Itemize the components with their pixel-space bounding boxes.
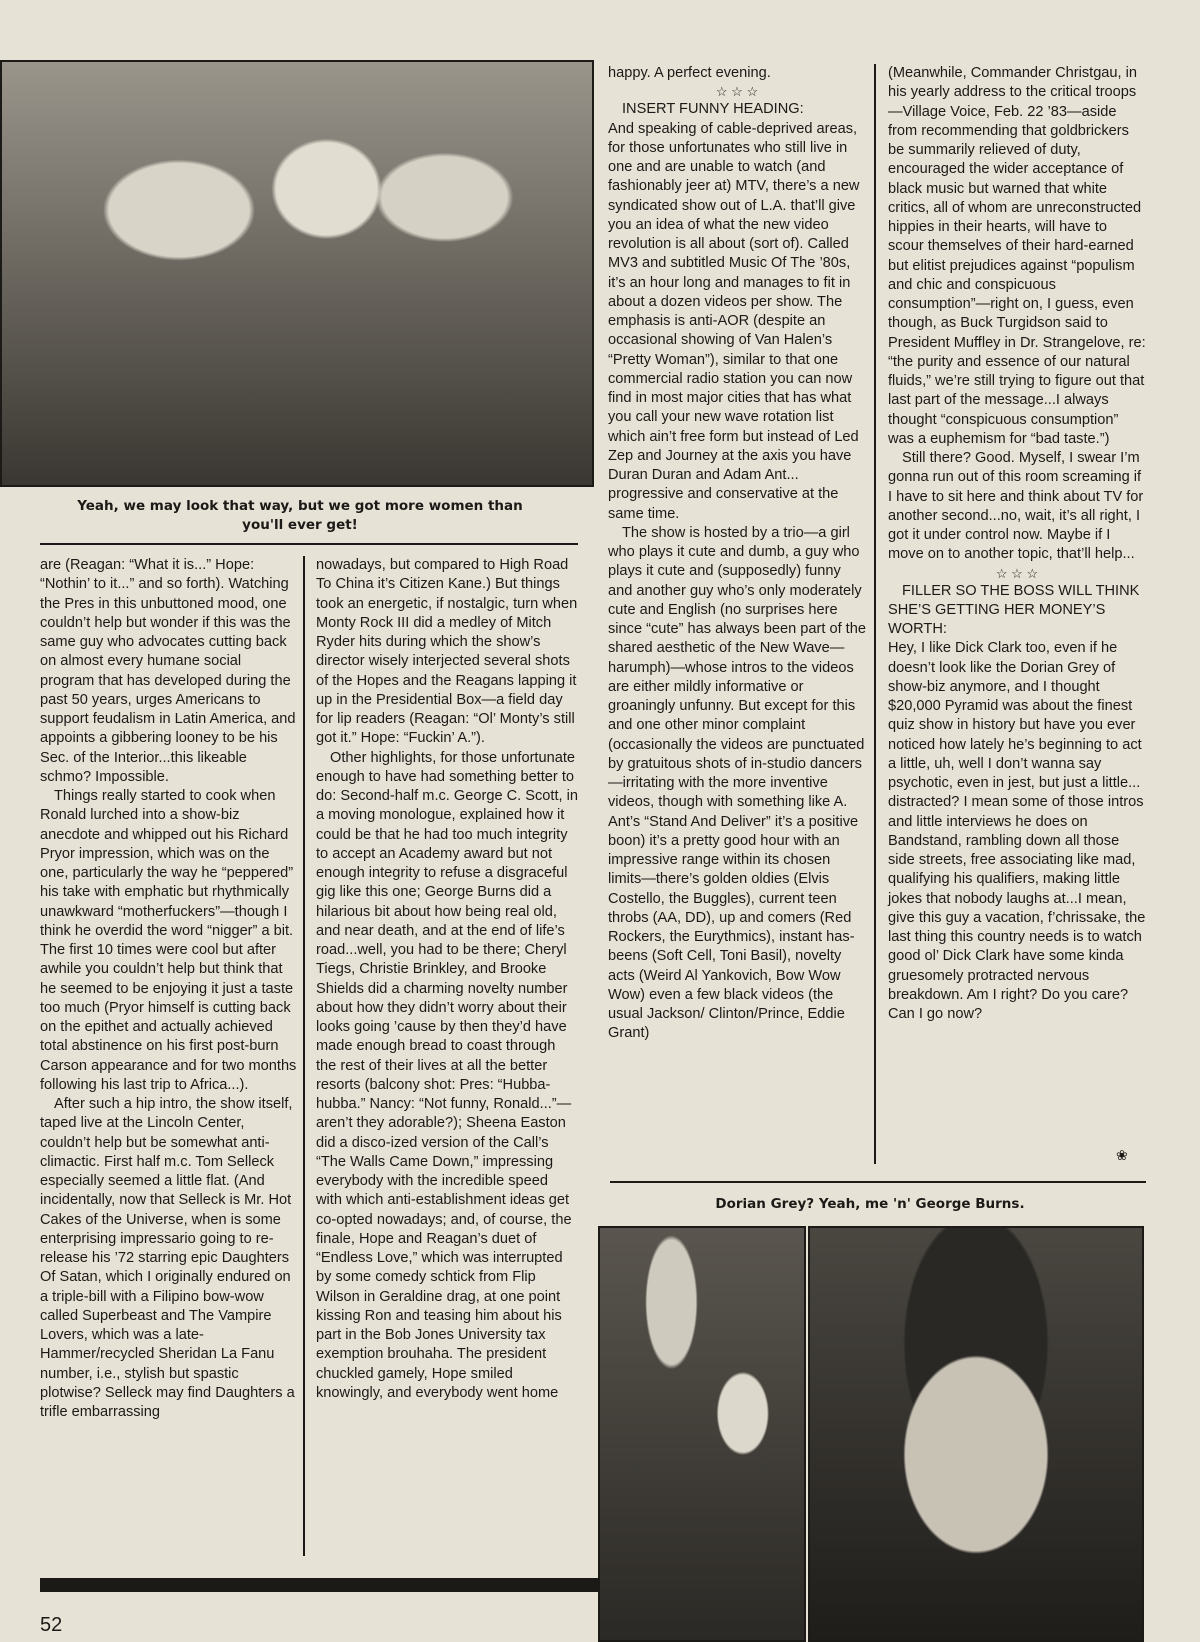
- caption-divider-bottom: [610, 1181, 1146, 1183]
- paragraph: are (Reagan: “What it is...” Hope: “Nothin’ to it...” and so forth). Watching the Pres in this unbuttoned mood, one couldn’t help but wonder if this was the same guy who advocates cutting back on almost every humane social program that has developed during the past 50 years, urges Americans to support feudalism in Latin America, and appoints a gibbering looney to be his Sec. of the Interior...this likeable schmo? Impossible.: [40, 557, 296, 785]
- paragraph: And speaking of cable-deprived areas, for those unfortunates who still live in one and are unable to watch (and fashionably jeer at) MTV, there’s a new syndicated show out of L.A. that’ll give you an idea of what the new video revolution is all about (sort of). Called MV3 and subtitled Music Of The ’80s, it’s an hour long and manages to fit in about a dozen videos per show. The emphasis is anti-AOR (despite an occasional showing of Van Halen’s “Pretty Woman”), similar to that one commercial radio station you can now find in most major cities that has what you call your new wave rotation list which ain’t free form but instead of Led Zep and Journey at the axis you have Duran Duran and Adam Ant... progressive and conservative at the same time.: [608, 120, 860, 522]
- section-stars: ☆ ☆ ☆: [715, 84, 759, 100]
- page-bottom-bar: [40, 1578, 598, 1592]
- top-caption-line2: you'll ever get!: [242, 517, 358, 533]
- section-heading: FILLER SO THE BOSS WILL THINK SHE’S GETTING HER MONEY’S WORTH:: [888, 582, 1140, 637]
- portrait-photo: [808, 1226, 1144, 1642]
- top-caption-line1: Yeah, we may look that way, but we got more women than: [77, 498, 523, 514]
- article-column-3: [608, 64, 866, 1044]
- band-photo: [0, 60, 594, 487]
- end-mark-icon: ❀: [1116, 1147, 1128, 1163]
- article-column-1: [40, 556, 298, 1422]
- bottom-photo-caption: Dorian Grey? Yeah, me 'n' George Burns.: [715, 1196, 1025, 1212]
- paragraph: (Meanwhile, Commander Christgau, in his yearly address to the critical troops—Village Voice, Feb. 22 ’83—aside from recommending that goldbrickers be summarily relieved of duty, encouraged the wider acceptance of black music but warned that white critics, all of whom are unreconstructed hippies in their hearts, will have to scour themselves of their hard-earned but elitist prejudices against “populism and chic and conspicuous consumption”—right on, I guess, even though, as Buck Turgidson said to President Muffley in Dr. Strangelove, re: “the purity and essence of our natural fluids,” we’re still trying to figure out that last part of the message...I always thought “conspicuous consumption” was a euphemism for “bad taste.”): [888, 65, 1146, 447]
- vintage-tv-photo: [598, 1226, 806, 1642]
- page-number: 52: [40, 1614, 63, 1636]
- paragraph: Still there? Good. Myself, I swear I’m gonna run out of this room screaming if I have to sit here and think about TV for another second...no, wait, it’s all right, I got it under control now. Maybe if I move on to another topic, that’ll help...: [888, 450, 1144, 563]
- column-divider: [303, 556, 305, 1556]
- paragraph: After such a hip intro, the show itself, taped live at the Lincoln Center, couldn’t help but be somewhat anti-climactic. First half m.c. Tom Selleck especially seemed a little flat. (And incidentally, now that Selleck is Mr. Hot Cakes of the Universe, when is some enterprising impressario going to re-release his ’72 starring epic Daughters Of Satan, which I originally endured on a triple-bill with a Filipino bow-wow called Superbeast and The Vampire Lovers, which was a late-Hammer/recycled Sheridan La Fanu number, i.e., stylish but spastic plotwise? Selleck may find Daughters a trifle embarrassing: [40, 1096, 295, 1420]
- caption-divider-top: [40, 543, 578, 545]
- paragraph: happy. A perfect evening.: [608, 65, 771, 81]
- paragraph: Things really started to cook when Ronald lurched into a show-biz anecdote and whipped out his Richard Pryor impression, which was on the one, particularly the way he “peppered” his take with emphatic but rhythmically unawkward “motherfuckers”—though I think he overdid the word “nigger” a bit. The first 10 times were cool but after awhile you couldn’t help but think that he seemed to be enjoying it just a taste too much (Pryor himself is cutting back on the epithet and actually achieved total abstinence on his first post-burn Carson appearance and for two months following his last trip to Africa...).: [40, 788, 297, 1093]
- section-heading: INSERT FUNNY HEADING:: [622, 101, 804, 118]
- article-column-4: [888, 64, 1146, 1024]
- paragraph: Other highlights, for those unfortunate enough to have had something better to do: Second-half m.c. George C. Scott, in a moving monologue, explained how it could be that he had too much integrity to accept an Academy award but not enough integrity to refuse a disgraceful gig like this one; George Burns did a hilarious bit about how being real old, and near death, and at the end of life’s road...well, you had to be there; Cheryl Tiegs, Christie Brinkley, and Brooke Shields did a charming novelty number about how they didn’t worry about their looks going ’cause by then they’d have made enough bread to coast through the rest of their lives at all the better resorts (balcony shot: Pres: “Hubba-hubba.” Nancy: “Not funny, Ronald...”—aren’t they adorable?); Sheena Easton did a disco-ized version of the Call’s “The Walls Came Down,” impressing everybody with the incredible speed with which anti-establishment ideas get co-opted nowadays; and, of course, the finale, Hope and Reagan’s duet of “Endless Love,” which was interrupted by some comedy schtick from Flip Wilson in Geraldine drag, at one point kissing Ron and teasing him about his part in the Bob Jones University tax exemption brouhaha. The president chuckled gamely, Hope smiled knowingly, and everybody went home: [316, 749, 579, 1401]
- paragraph: Hey, I like Dick Clark too, even if he doesn’t look like the Dorian Grey of show-biz anymore, and I thought $20,000 Pyramid was about the finest quiz show in history but have you ever noticed how lately he’s beginning to act a little, uh, well I don’t wanna say psychotic, even in jest, but just a little... distracted? I mean some of those intros and little interviews he does on Bandstand, rambling down all those side streets, free associating like mad, qualifying his qualifiers, making little jokes that nobody laughs at...I mean, give this guy a vacation, f’chrissake, the last thing this country needs is to watch good ol’ Dick Clark have some kinda gruesomely protracted nervous breakdown. Am I right? Do you care? Can I go now?: [888, 640, 1146, 1022]
- section-stars: ☆ ☆ ☆: [995, 565, 1039, 581]
- top-photo-caption: [60, 497, 540, 535]
- paragraph: The show is hosted by a trio—a girl who plays it cute and dumb, a guy who plays it cute and (supposedly) funny and another guy who’s only moderately cute and English (no surprises here since “cute” has always been part of the shared aesthetic of the New Wave—harumph)—whose intros to the videos are either mildly informative or groaningly unfunny. But except for this and one other minor complaint (occasionally the videos are punctuated by gratuitous shots of in-studio dancers—irritating with the more inventive videos, though with something like A. Ant’s “Stand And Deliver” it’s a positive boon) it’s a pretty good hour with an impressive range within its chosen limits—there’s golden oldies (Elvis Costello, the Buggles), current teen throbs (AA, DD), up and comers (Red Rockers, the Eurythmics), instant has-beens (Soft Cell, Toni Basil), novelty acts (Weird Al Yankovich, Bow Wow Wow) even a few black videos (the usual Jackson/ Clinton/Prince, Eddie Grant): [608, 524, 866, 1042]
- column-divider: [874, 64, 876, 1164]
- article-column-2: [316, 556, 578, 1403]
- paragraph: nowadays, but compared to High Road To China it’s Citizen Kane.) But things took an energetic, if nostalgic, turn when Monty Rock III did a medley of Mitch Ryder hits during which the show’s director wisely interjected several shots of the Hopes and the Reagans lapping it up in the Presidential Box—a field day for lip readers (Reagan: “Ol’ Monty’s still got it.” Hope: “Fuckin’ A.”).: [316, 557, 578, 747]
